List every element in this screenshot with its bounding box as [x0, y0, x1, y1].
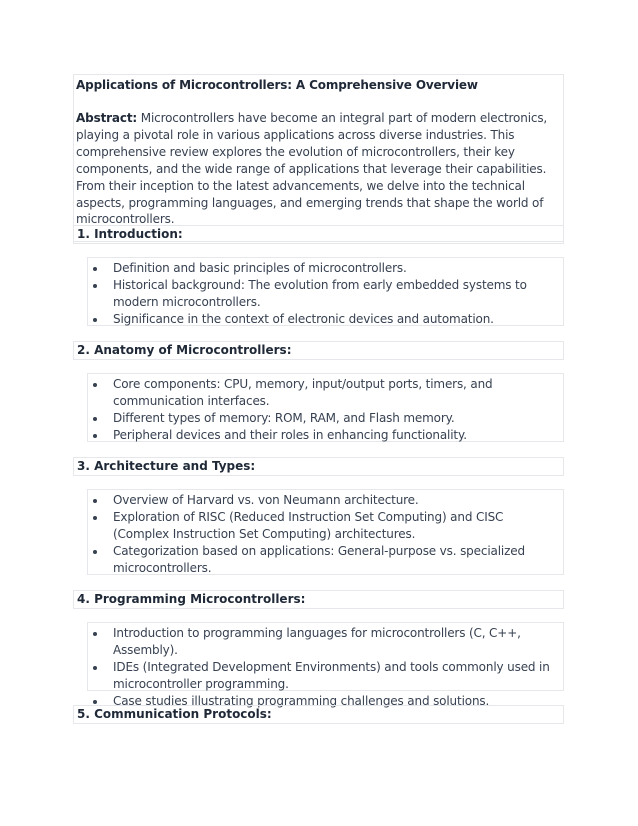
list-item: Core components: CPU, memory, input/output ports, timers, and communication interfaces.	[88, 376, 565, 410]
bullet-icon	[93, 550, 97, 554]
list-item: Definition and basic principles of microcontrollers.	[88, 260, 565, 277]
list-item: IDEs (Integrated Development Environments) and tools commonly used in microcontroller programming.	[88, 659, 565, 693]
list-item: Categorization based on applications: General-purpose vs. specialized microcontrollers.	[88, 543, 565, 577]
bullet-icon	[93, 632, 97, 636]
bullet-icon	[93, 516, 97, 520]
section-heading-programming: 4. Programming Microcontrollers:	[73, 590, 564, 609]
bullet-icon	[93, 700, 97, 704]
section-list-introduction	[87, 257, 564, 326]
section-list-anatomy	[87, 373, 564, 442]
bullet-icon	[93, 666, 97, 670]
list-item: Overview of Harvard vs. von Neumann architecture.	[88, 492, 565, 509]
bullet-icon	[93, 267, 97, 271]
list-item: Case studies illustrating programming challenges and solutions.	[88, 693, 565, 710]
list-item: Exploration of RISC (Reduced Instruction Set Computing) and CISC (Complex Instruction Set Computing) architectures.	[88, 509, 565, 543]
list-item: Peripheral devices and their roles in enhancing functionality.	[88, 427, 565, 444]
section-heading-communication: 5. Communication Protocols:	[73, 705, 564, 724]
section-heading-introduction: 1. Introduction:	[73, 225, 564, 244]
abstract-paragraph	[76, 110, 564, 228]
abstract-text: Microcontrollers have become an integral part of modern electronics, playing a pivotal role in various applications across diverse industries. This comprehensive review explores the evolution of microcontrollers, their key components, and the wide range of applications that leverage their capabilities. From their inception to the latest advancements, we delve into the technical aspects, programming languages, and emerging trends that shape the world of microcontrollers.	[76, 111, 548, 227]
list-item: Different types of memory: ROM, RAM, and Flash memory.	[88, 410, 565, 427]
section-heading-architecture: 3. Architecture and Types:	[73, 457, 564, 476]
section-list-architecture	[87, 489, 564, 575]
bullet-icon	[93, 434, 97, 438]
section-heading-anatomy: 2. Anatomy of Microcontrollers:	[73, 341, 564, 360]
bullet-icon	[93, 284, 97, 288]
document-title: Applications of Microcontrollers: A Comprehensive Overview	[76, 78, 478, 92]
bullet-icon	[93, 318, 97, 322]
list-item: Significance in the context of electronic devices and automation.	[88, 311, 565, 328]
abstract-label: Abstract:	[76, 111, 138, 125]
section-list-programming	[87, 622, 564, 708]
bullet-icon	[93, 417, 97, 421]
list-item: Introduction to programming languages for microcontrollers (C, C++, Assembly).	[88, 625, 565, 659]
bullet-icon	[93, 499, 97, 503]
list-item: Historical background: The evolution from early embedded systems to modern microcontrollers.	[88, 277, 565, 311]
bullet-icon	[93, 383, 97, 387]
